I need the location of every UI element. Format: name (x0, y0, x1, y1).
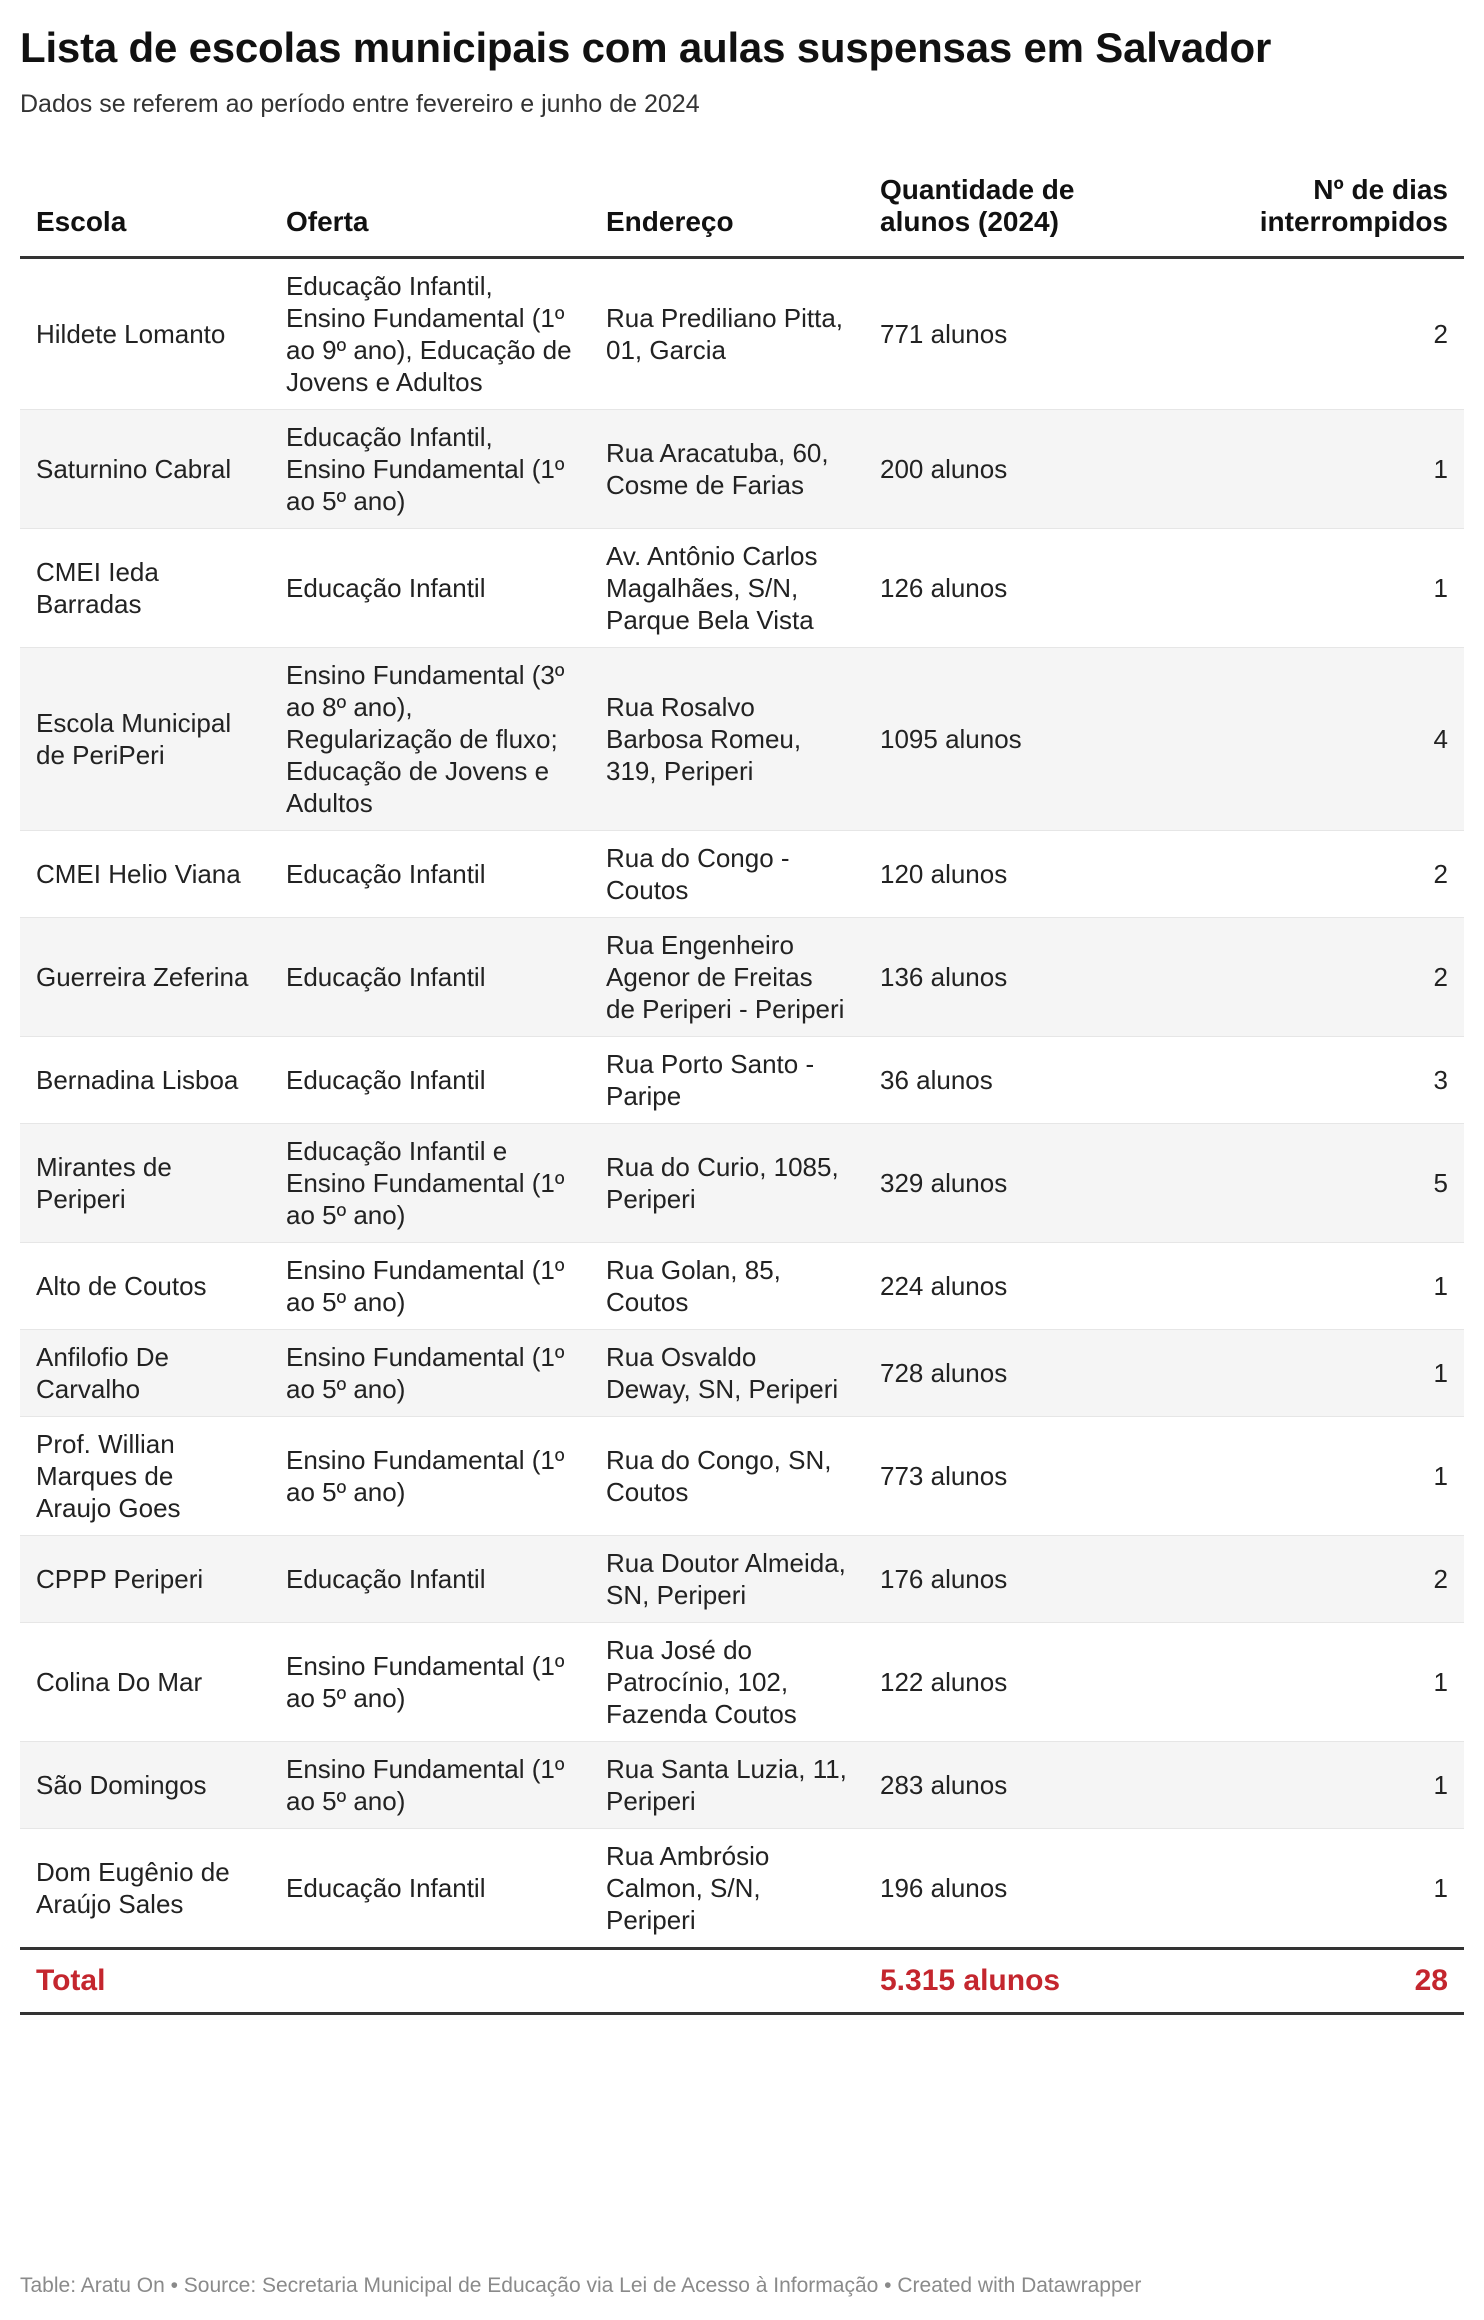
column-header-escola[interactable]: Escola (20, 174, 270, 258)
cell-escola: CMEI Helio Viana (20, 831, 270, 918)
cell-escola: Prof. Willian Marques de Araujo Goes (20, 1417, 270, 1536)
cell-endereco: Rua Rosalvo Barbosa Romeu, 319, Periperi (590, 648, 864, 831)
cell-dias: 1 (1184, 1417, 1464, 1536)
cell-oferta: Educação Infantil, Ensino Fundamental (1º ao 9º ano), Educação de Jovens e Adultos (270, 258, 590, 410)
cell-dias: 1 (1184, 410, 1464, 529)
cell-escola: Alto de Coutos (20, 1243, 270, 1330)
table-row (20, 1243, 1464, 1330)
cell-escola: CPPP Periperi (20, 1536, 270, 1623)
cell-escola: Hildete Lomanto (20, 258, 270, 410)
column-header-oferta[interactable]: Oferta (270, 174, 590, 258)
cell-alunos: 176 alunos (864, 1536, 1184, 1623)
total-label: Total (20, 1949, 270, 2014)
cell-endereco: Rua Engenheiro Agenor de Freitas de Periperi - Periperi (590, 918, 864, 1037)
cell-escola: CMEI Ieda Barradas (20, 529, 270, 648)
cell-dias: 2 (1184, 831, 1464, 918)
cell-dias: 1 (1184, 1330, 1464, 1417)
table-row (20, 1417, 1464, 1536)
schools-table (20, 174, 1464, 2015)
cell-endereco: Rua Aracatuba, 60, Cosme de Farias (590, 410, 864, 529)
table-row (20, 258, 1464, 410)
cell-dias: 2 (1184, 918, 1464, 1037)
cell-alunos: 728 alunos (864, 1330, 1184, 1417)
table-row (20, 1330, 1464, 1417)
total-alunos: 5.315 alunos (864, 1949, 1184, 2014)
table-row (20, 648, 1464, 831)
cell-alunos: 126 alunos (864, 529, 1184, 648)
cell-alunos: 771 alunos (864, 258, 1184, 410)
cell-alunos: 1095 alunos (864, 648, 1184, 831)
cell-alunos: 773 alunos (864, 1417, 1184, 1536)
table-header-row (20, 174, 1464, 258)
cell-escola: Dom Eugênio de Araújo Sales (20, 1829, 270, 1949)
table-body (20, 258, 1464, 1949)
cell-dias: 1 (1184, 1243, 1464, 1330)
cell-endereco: Rua Prediliano Pitta, 01, Garcia (590, 258, 864, 410)
cell-oferta: Ensino Fundamental (1º ao 5º ano) (270, 1417, 590, 1536)
table-row (20, 1742, 1464, 1829)
cell-oferta: Educação Infantil e Ensino Fundamental (1º ao 5º ano) (270, 1124, 590, 1243)
cell-oferta: Ensino Fundamental (1º ao 5º ano) (270, 1742, 590, 1829)
table-row (20, 410, 1464, 529)
cell-escola: São Domingos (20, 1742, 270, 1829)
cell-oferta: Ensino Fundamental (1º ao 5º ano) (270, 1623, 590, 1742)
cell-endereco: Av. Antônio Carlos Magalhães, S/N, Parque Bela Vista (590, 529, 864, 648)
cell-dias: 1 (1184, 1829, 1464, 1949)
table-row (20, 1037, 1464, 1124)
cell-dias: 1 (1184, 1742, 1464, 1829)
column-header-endereco[interactable]: Endereço (590, 174, 864, 258)
cell-escola: Anfilofio De Carvalho (20, 1330, 270, 1417)
table-row (20, 1829, 1464, 1949)
total-row (20, 1949, 1464, 2014)
cell-oferta: Ensino Fundamental (1º ao 5º ano) (270, 1330, 590, 1417)
column-header-dias[interactable]: Nº de dias interrompidos (1184, 174, 1464, 258)
table-row (20, 1124, 1464, 1243)
cell-endereco: Rua Osvaldo Deway, SN, Periperi (590, 1330, 864, 1417)
cell-alunos: 122 alunos (864, 1623, 1184, 1742)
total-empty-endereco (590, 1949, 864, 2014)
table-row (20, 1623, 1464, 1742)
cell-escola: Escola Municipal de PeriPeri (20, 648, 270, 831)
cell-oferta: Ensino Fundamental (3º ao 8º ano), Regularização de fluxo; Educação de Jovens e Adultos (270, 648, 590, 831)
cell-escola: Colina Do Mar (20, 1623, 270, 1742)
cell-escola: Guerreira Zeferina (20, 918, 270, 1037)
cell-endereco: Rua Doutor Almeida, SN, Periperi (590, 1536, 864, 1623)
page-title: Lista de escolas municipais com aulas suspensas em Salvador (20, 24, 1272, 71)
table-container (20, 0, 1464, 2015)
cell-endereco: Rua Golan, 85, Coutos (590, 1243, 864, 1330)
cell-oferta: Educação Infantil, Ensino Fundamental (1º ao 5º ano) (270, 410, 590, 529)
cell-dias: 1 (1184, 1623, 1464, 1742)
cell-alunos: 136 alunos (864, 918, 1184, 1037)
cell-endereco: Rua Santa Luzia, 11, Periperi (590, 1742, 864, 1829)
cell-alunos: 200 alunos (864, 410, 1184, 529)
cell-oferta: Educação Infantil (270, 1536, 590, 1623)
cell-dias: 2 (1184, 1536, 1464, 1623)
cell-alunos: 283 alunos (864, 1742, 1184, 1829)
source-footer: Table: Aratu On • Source: Secretaria Municipal de Educação via Lei de Acesso à Informação • Created with Datawrapper (20, 2274, 1142, 2297)
cell-escola: Bernadina Lisboa (20, 1037, 270, 1124)
page-subtitle: Dados se referem ao período entre fevereiro e junho de 2024 (20, 90, 700, 118)
cell-oferta: Educação Infantil (270, 1037, 590, 1124)
cell-alunos: 196 alunos (864, 1829, 1184, 1949)
table-row (20, 529, 1464, 648)
cell-dias: 5 (1184, 1124, 1464, 1243)
cell-endereco: Rua Porto Santo - Paripe (590, 1037, 864, 1124)
cell-endereco: Rua José do Patrocínio, 102, Fazenda Coutos (590, 1623, 864, 1742)
cell-oferta: Educação Infantil (270, 1829, 590, 1949)
cell-dias: 3 (1184, 1037, 1464, 1124)
cell-dias: 2 (1184, 258, 1464, 410)
total-empty-oferta (270, 1949, 590, 2014)
cell-endereco: Rua do Congo, SN, Coutos (590, 1417, 864, 1536)
table-row (20, 918, 1464, 1037)
cell-alunos: 224 alunos (864, 1243, 1184, 1330)
cell-endereco: Rua do Curio, 1085, Periperi (590, 1124, 864, 1243)
cell-dias: 1 (1184, 529, 1464, 648)
cell-alunos: 329 alunos (864, 1124, 1184, 1243)
column-header-alunos[interactable]: Quantidade de alunos (2024) (864, 174, 1184, 258)
total-dias: 28 (1184, 1949, 1464, 2014)
cell-dias: 4 (1184, 648, 1464, 831)
cell-alunos: 36 alunos (864, 1037, 1184, 1124)
cell-oferta: Ensino Fundamental (1º ao 5º ano) (270, 1243, 590, 1330)
cell-oferta: Educação Infantil (270, 831, 590, 918)
table-row (20, 1536, 1464, 1623)
cell-oferta: Educação Infantil (270, 918, 590, 1037)
cell-oferta: Educação Infantil (270, 529, 590, 648)
cell-endereco: Rua Ambrósio Calmon, S/N, Periperi (590, 1829, 864, 1949)
cell-escola: Saturnino Cabral (20, 410, 270, 529)
table-row (20, 831, 1464, 918)
cell-escola: Mirantes de Periperi (20, 1124, 270, 1243)
cell-endereco: Rua do Congo - Coutos (590, 831, 864, 918)
cell-alunos: 120 alunos (864, 831, 1184, 918)
